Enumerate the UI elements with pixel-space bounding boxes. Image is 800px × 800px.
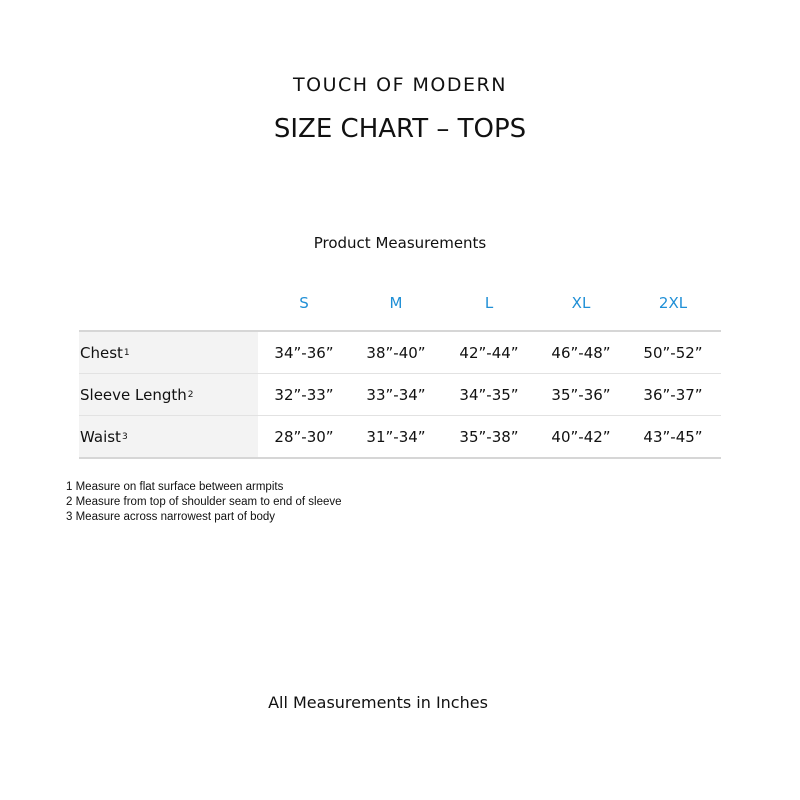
- row-label-text: Waist: [80, 427, 121, 446]
- size-chart-table: [79, 284, 721, 459]
- table-cell: 38”-40”: [366, 344, 426, 362]
- footnote-marker: 3: [121, 431, 128, 442]
- footnotes: [66, 480, 342, 525]
- table-cell: 43”-45”: [643, 428, 703, 446]
- brand-logo: TOUCH OF MODERN: [293, 74, 507, 96]
- table-cell: 42”-44”: [459, 344, 519, 362]
- footnote-2: 2 Measure from top of shoulder seam to end of sleeve: [66, 496, 342, 508]
- size-header-2xl: 2XL: [658, 294, 688, 312]
- row-label: [79, 374, 258, 415]
- table-row-sleeve-length: [79, 374, 721, 416]
- row-label: [79, 332, 258, 373]
- size-header-s: S: [299, 294, 309, 312]
- table-cell: 50”-52”: [643, 344, 703, 362]
- row-label-text: Sleeve Length: [80, 385, 187, 404]
- table-cell: 32”-33”: [274, 386, 334, 404]
- table-cell: 46”-48”: [551, 344, 611, 362]
- footnote-3: 3 Measure across narrowest part of body: [66, 511, 276, 523]
- row-label: [79, 416, 258, 457]
- size-header-l: L: [484, 294, 494, 312]
- size-header-xl: XL: [571, 294, 591, 312]
- table-cell: 40”-42”: [551, 428, 611, 446]
- table-row-waist: [79, 416, 721, 459]
- footnote-marker: 1: [123, 347, 130, 358]
- table-cell: 36”-37”: [643, 386, 703, 404]
- section-subtitle: Product Measurements: [313, 234, 487, 252]
- table-cell: 34”-35”: [459, 386, 519, 404]
- footnote-marker: 2: [187, 389, 194, 400]
- row-label-text: Chest: [80, 343, 123, 362]
- table-cell: 28”-30”: [274, 428, 334, 446]
- table-cell: 34”-36”: [274, 344, 334, 362]
- size-header-m: M: [389, 294, 403, 312]
- footnote-1: 1 Measure on flat surface between armpits: [66, 481, 284, 493]
- table-cell: 31”-34”: [366, 428, 426, 446]
- size-header-row: [79, 284, 721, 332]
- table-cell: 33”-34”: [366, 386, 426, 404]
- units-note: All Measurements in Inches: [268, 693, 488, 712]
- table-cell: 35”-38”: [459, 428, 519, 446]
- page-title: SIZE CHART – TOPS: [273, 114, 527, 144]
- table-row-chest: [79, 332, 721, 374]
- table-cell: 35”-36”: [551, 386, 611, 404]
